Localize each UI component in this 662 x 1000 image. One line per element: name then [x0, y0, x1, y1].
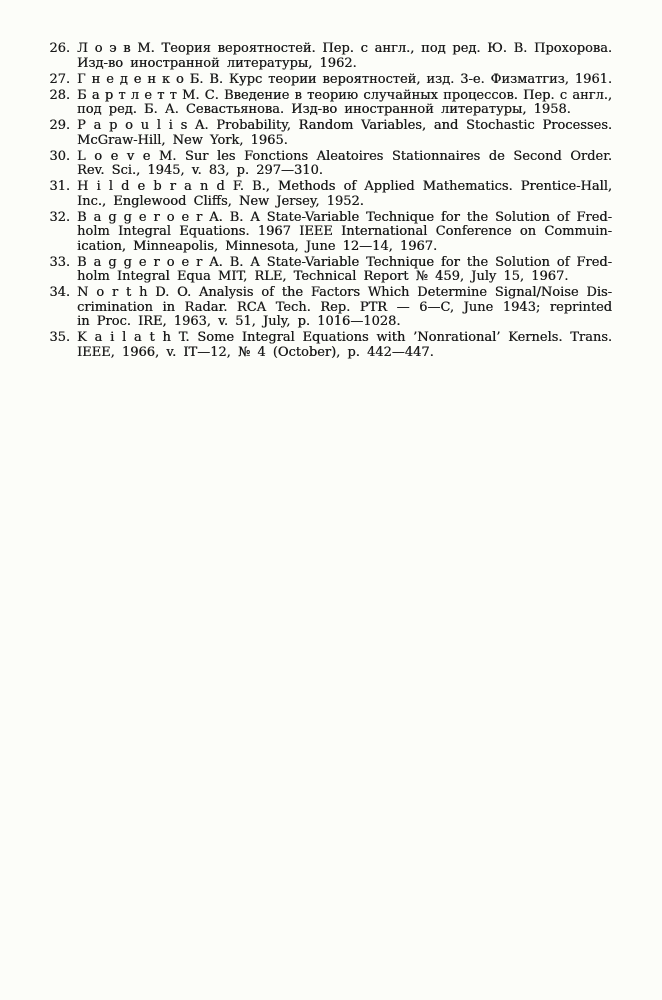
reference-number: 27. [49, 71, 70, 87]
reference-number: 28. [49, 87, 70, 103]
reference-item [48, 331, 614, 360]
reference-line: L o e v e M. Sur les Fonctions Aleatoires Stationnaires de Second Order. [77, 148, 612, 164]
reference-number: 35. [49, 330, 70, 345]
reference-number: 34. [49, 285, 70, 300]
reference-text [77, 180, 612, 209]
reference-text [77, 286, 612, 330]
reference-text [77, 331, 612, 360]
reference-line: H i l d e b r a n d F. B., Methods of Applied Mathematics. Prentice-Hall, [77, 179, 612, 194]
reference-line: crimination in Radar. RCA Tech. Rep. PTR — 6—C, June 1943; reprinted [77, 299, 612, 315]
reference-text [77, 42, 612, 71]
reference-item [48, 180, 614, 209]
reference-item [48, 73, 614, 88]
reference-line: Г н е д е н к о Б. В. Курс теории вероятностей, изд. 3-е. Физматгиз, 1961. [77, 71, 612, 87]
reference-line: Изд-во иностранной литературы, 1962. [77, 55, 357, 71]
reference-item [48, 211, 614, 255]
reference-text [77, 73, 612, 88]
reference-number: 33. [49, 254, 70, 270]
reference-line: Б а р т л е т т М. С. Введение в теорию случайных процессов. Пер. с англ., [77, 87, 612, 103]
reference-text [77, 211, 612, 255]
reference-number: 32. [49, 209, 70, 225]
reference-number: 26. [49, 41, 70, 56]
reference-number: 31. [49, 179, 70, 194]
reference-item [48, 256, 614, 285]
reference-line: in Proc. IRE, 1963, v. 51, July, p. 1016—1028. [77, 314, 401, 329]
reference-line: Rev. Sci., 1945, v. 83, p. 297—310. [77, 163, 323, 178]
reference-line: K a i l a t h T. Some Integral Equations with ’Nonrational’ Kernels. Trans. [77, 330, 612, 345]
reference-line: B a g g e r o e r A. B. A State-Variable Technique for the Solution of Fred- [77, 209, 612, 225]
reference-line: Л о э в М. Теория вероятностей. Пер. с англ., под ред. Ю. В. Прохорова. [77, 41, 612, 56]
reference-item [48, 150, 614, 179]
reference-item [48, 286, 614, 330]
reference-item [48, 42, 614, 71]
reference-item [48, 119, 614, 148]
reference-line: holm Integral Equations. 1967 IEEE International Conference on Commuin- [77, 224, 612, 239]
reference-item [48, 89, 614, 118]
reference-line: под ред. Б. А. Севастьянова. Изд-во иностранной литературы, 1958. [77, 102, 571, 117]
reference-line: IEEE, 1966, v. IT—12, № 4 (October), p. 442—447. [77, 344, 434, 360]
reference-line: P a p o u l i s A. Probability, Random Variables, and Stochastic Processes. [77, 118, 612, 133]
reference-number: 29. [49, 118, 70, 133]
reference-line: Inc., Englewood Cliffs, New Jersey, 1952. [77, 193, 364, 209]
reference-text [77, 150, 612, 179]
reference-line: B a g g e r o e r A. B. A State-Variable Technique for the Solution of Fred- [77, 254, 612, 270]
reference-text [77, 256, 612, 285]
reference-line: McGraw-Hill, New York, 1965. [77, 132, 288, 148]
reference-number: 30. [49, 148, 70, 164]
reference-text [77, 119, 612, 148]
reference-text [77, 89, 612, 118]
reference-line: ication, Minneapolis, Minnesota, June 12—14, 1967. [77, 238, 438, 254]
reference-list [48, 42, 614, 362]
reference-line: holm Integral Equa MIT, RLE, Technical Report № 459, July 15, 1967. [77, 269, 569, 284]
reference-line: N o r t h D. O. Analysis of the Factors Which Determine Signal/Noise Dis- [77, 285, 612, 300]
